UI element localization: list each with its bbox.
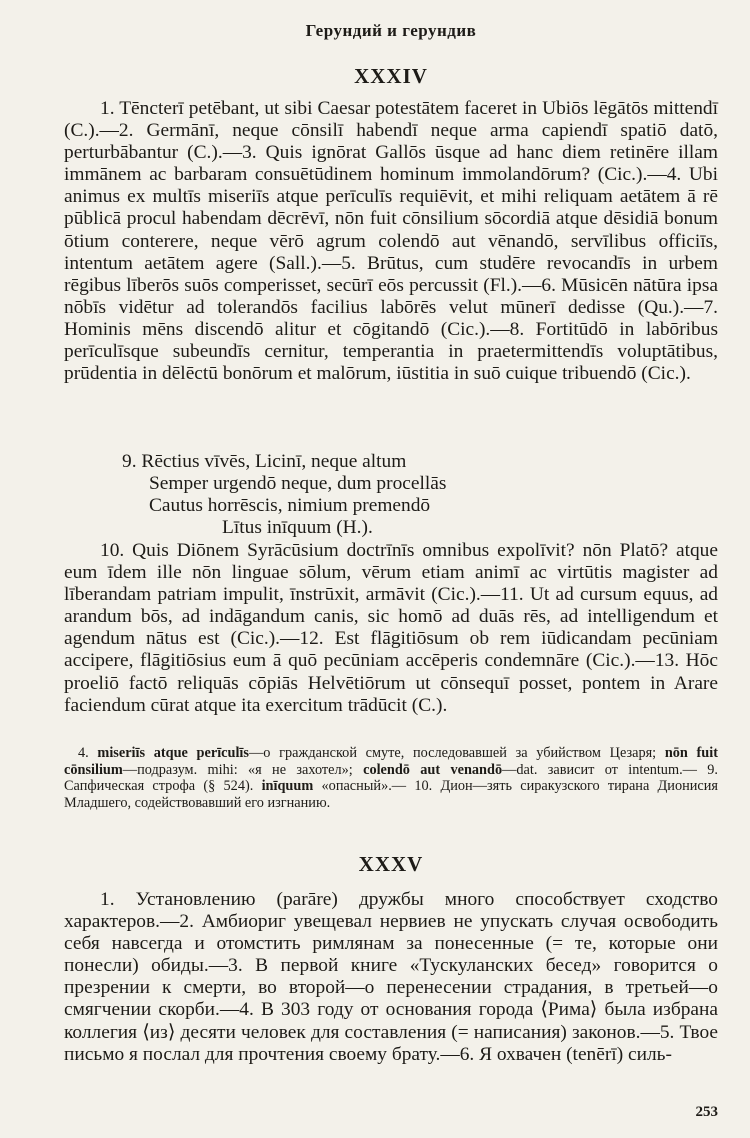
note-term: inīquum: [261, 778, 314, 795]
poem-stanza: [64, 451, 718, 539]
translation-paragraph: 1. Установлению (parāre) дружбы много способствует сходство характеров.—2. Амбиориг увещевал нервиев не упускать случая освободить себя навсегда и отомстить римлянам за понесенные (= те, которые они понесли) обиды.—3. В первой книге «Тускуланских бесед» говорится о презрении к смерти, во второй—о перенесении страдания, в третьей—о смягчении скорби.—4. В 303 году от основания города ⟨Рима⟩ была избрана коллегия ⟨из⟩ десяти человек для составления (= написания) законов.—5. Твое письмо я послал для прочтения своему брату.—6. Я охвачен (tenērī) силь-: [64, 889, 718, 1065]
note-term: miseriīs atque perīculīs: [97, 745, 249, 761]
section-heading-34: XXXIV: [354, 64, 428, 88]
note-text: —dat. зависит от intentum.— 9. Сапфическая строфа (§ 524).: [64, 761, 718, 795]
poem-line: Lītus inīquum (H.).: [222, 517, 373, 539]
page-number: 253: [695, 1104, 718, 1120]
note-term: colendō aut venandō: [363, 761, 503, 778]
exercise-paragraph-2: 10. Quis Diōnem Syrācūsium doctrīnīs omnibus expolīvit? nōn Platō? atque eum īdem ille nōn linguae sōlum, vērum etiam animī ac virtūtis magister ad līberandam patriam impulit, īnstrūxit, armāvit (Cic.).—11. Ut ad cursum equus, ad arandum bōs, ad indāgandum canis, sic homō ad duās rēs, ad intelligendum et agendum nātus est (Cic.).—12. Est flāgitiōsum ob rem iūdicandam pecūniam accipere, flāgitiōsius eum ā quō pecūniam accēperis condemnāre (Cic.).—13. Hōc proeliō factō reliquās cōpiās Helvētiōrum ut cōnsequī posset, pontem in Arare faciendum cūrat atque ita exercitum trādūcit (C.).: [64, 540, 718, 716]
poem-line: Semper urgendō neque, dum procellās: [149, 473, 447, 495]
footnotes: [64, 745, 718, 811]
note-text: —подразум. mihi: «я не захотел»;: [122, 761, 353, 778]
note-number: 4.: [78, 745, 89, 761]
note-term: nōn fuit cōnsilium: [64, 745, 718, 778]
poem-line: Cautus horrēscis, nimium premendō: [149, 495, 431, 517]
running-head: Герундий и герундив: [305, 21, 477, 40]
exercise-paragraph-1: 1. Tēncterī petēbant, ut sibi Caesar potestātem faceret in Ubiōs lēgātōs mittendī (C.).—2. Germānī, neque cōnsilī habendī neque arma capiendī spatiō datō, perturbābantur (C.).—3. Quis ignōrat Gallōs ūsque ad hanc diem retinēre illam immānem ac barbaram consuētūdinem hominum immolandōrum? (Cic.).—4. Ubi animus ex multīs miseriīs atque perīculīs requiēvit, et mihi reliquam aetātem ā rē pūblicā procul habendam dēcrēvī, nōn fuit cōnsilium sōcordiā atque dēsidiā bonum ōtium conterere, neque vērō agrum colendō aut vēnandō, servīlibus officiīs, intentum aetātem agere (Sall.).—5. Brūtus, cum studēre revocandīs in urbem rēgibus līberōs suōs comperisset, secūrī eōs percussit (Fl.).—6. Mūsicēn nātūra ipsa nōbīs vidētur ad tolerandōs facilius labōrēs velut mūnerī dedisse (Qu.).—7. Hominis mēns discendō alitur et cōgitandō (Cic.).—8. Fortitūdō in labōribus perīculīsque subeundīs cernitur, temperantia in praetermittendīs voluptātibus, prūdentia in dēlēctū bonōrum et malōrum, iūstitia in suō cuique tribuendō (Cic.).: [64, 98, 718, 385]
note-text: «опасный».— 10. Дион—зять сиракузского тирана Дионисия Младшего, содействовавший его изгнанию.: [64, 778, 718, 811]
section-heading-35: XXXV: [358, 852, 424, 876]
note-text: —о гражданской смуте, последовавшей за убийством Цезаря;: [248, 745, 657, 761]
poem-line: 9. Rēctius vīvēs, Licinī, neque altum: [122, 451, 407, 472]
